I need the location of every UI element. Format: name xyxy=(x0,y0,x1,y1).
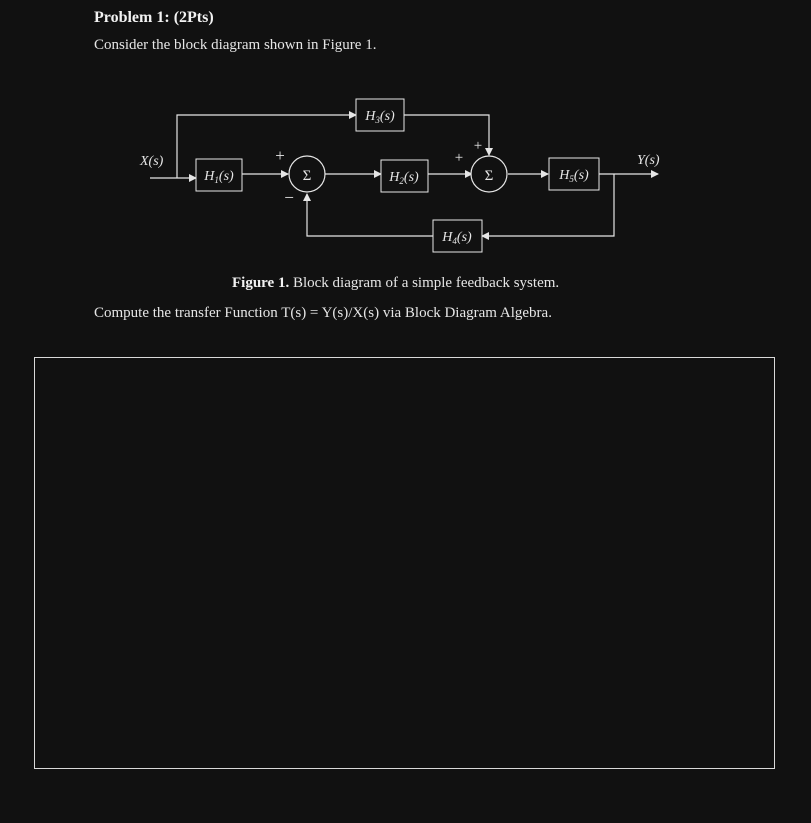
block-h5-subscript: 5 xyxy=(569,174,574,184)
summing-junction-1 xyxy=(289,156,325,192)
block-h5-arg: (s) xyxy=(573,168,589,183)
block-h4-name: H xyxy=(442,230,453,245)
answer-box[interactable] xyxy=(34,357,775,769)
summing-junction-2 xyxy=(471,156,507,192)
summing-junction-2-symbol: Σ xyxy=(484,168,494,184)
block-h2-arg: (s) xyxy=(403,170,419,185)
block-h3-name: H xyxy=(365,109,376,124)
block-h3 xyxy=(356,99,404,131)
sum1-minus-sign: − xyxy=(284,188,294,207)
block-h2-name: H xyxy=(389,170,400,185)
figure-caption-text: Block diagram of a simple feedback system. xyxy=(289,275,560,291)
question-text: Compute the transfer Function T(s) = Y(s)/X(s) via Block Diagram Algebra. xyxy=(94,305,552,321)
block-h5 xyxy=(549,158,599,190)
output-label: Y(s) xyxy=(637,153,660,168)
block-h1-subscript: 1 xyxy=(214,175,219,185)
block-h2-subscript: 2 xyxy=(399,176,404,186)
svg-text:H5(s) xyxy=(558,168,589,184)
sum2-top-plus-sign: + xyxy=(473,138,483,154)
block-h4-subscript: 4 xyxy=(452,236,457,246)
problem-intro: Consider the block diagram shown in Figure 1. xyxy=(94,37,377,53)
block-h5-name: H xyxy=(559,168,570,183)
problem-title: Problem 1: (2Pts) xyxy=(94,9,214,26)
block-h2 xyxy=(381,160,428,192)
figure-caption xyxy=(232,275,559,292)
block-h3-subscript: 3 xyxy=(375,115,380,125)
svg-text:H3(s) xyxy=(364,109,395,125)
block-h1 xyxy=(196,159,242,191)
input-label: X(s) xyxy=(140,154,164,169)
figure-caption-prefix: Figure 1. xyxy=(232,275,290,291)
block-h4-arg: (s) xyxy=(456,230,472,245)
svg-text:H4(s) xyxy=(441,230,472,246)
block-h4 xyxy=(433,220,482,252)
block-h1-arg: (s) xyxy=(218,169,234,184)
sum2-left-plus-sign: + xyxy=(454,150,464,166)
summing-junction-1-symbol: Σ xyxy=(302,168,312,184)
svg-text:H2(s) xyxy=(388,170,419,186)
block-h1-name: H xyxy=(204,169,215,184)
svg-text:H1(s) xyxy=(203,169,234,185)
block-diagram xyxy=(0,0,811,270)
block-h3-arg: (s) xyxy=(379,109,395,124)
sum1-plus-sign: + xyxy=(275,146,285,165)
h4-to-sum1-line xyxy=(307,194,433,236)
